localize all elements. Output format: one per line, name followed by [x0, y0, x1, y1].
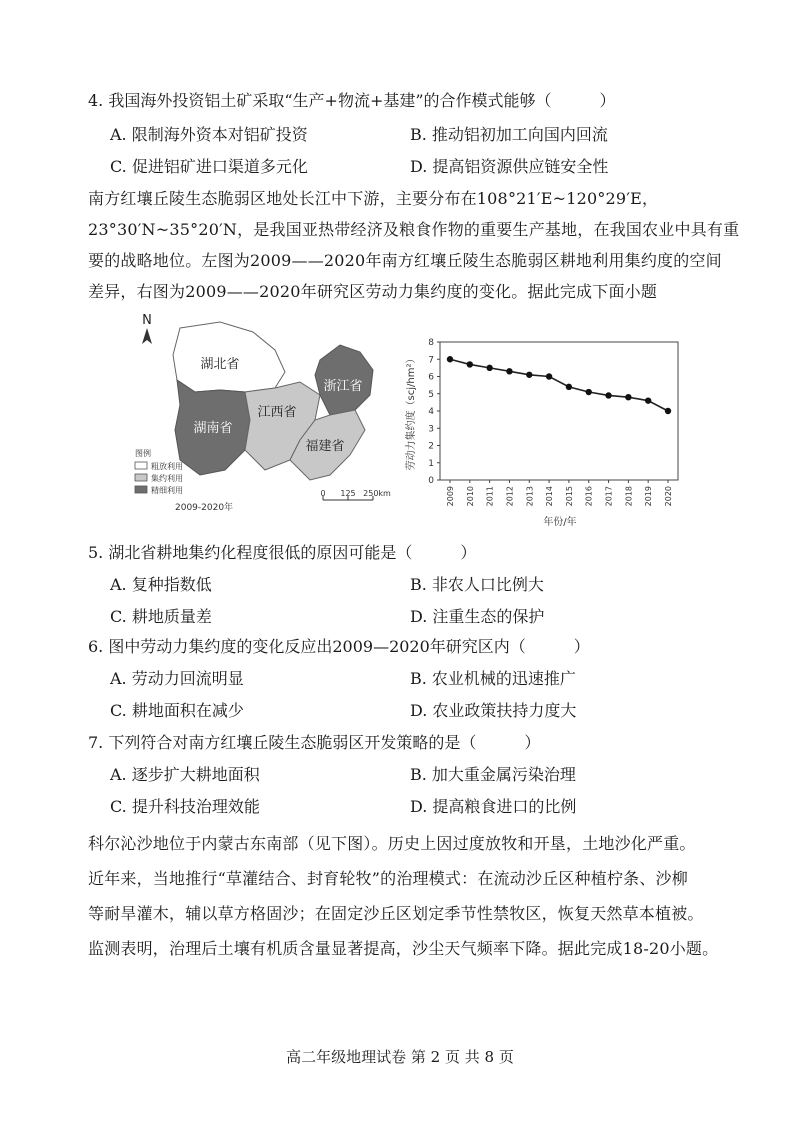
chart-x-axis-label: 年份/年: [543, 517, 577, 528]
y-tick-label: 5: [428, 389, 434, 400]
north-arrow-icon: [142, 328, 152, 344]
scale-label-0: 0: [320, 489, 326, 498]
data-point: [467, 361, 473, 367]
q7-option-c: C. 提升科技治理效能: [110, 797, 260, 816]
page-footer: 高二年级地理试卷 第 2 页 共 8 页: [286, 1048, 514, 1066]
x-tick-label: 2017: [604, 486, 614, 507]
scale-label-250: 250km: [363, 489, 391, 498]
q5-option-a: A. 复种指数低: [110, 575, 212, 594]
data-point: [526, 372, 532, 378]
q6-option-a: A. 劳动力回流明显: [110, 669, 244, 688]
legend-swatch-intensive: [135, 474, 147, 481]
province-map: [125, 310, 395, 515]
data-point: [605, 392, 611, 398]
x-tick-label: 2012: [505, 486, 515, 507]
x-tick-label: 2018: [624, 486, 634, 507]
x-tick-label: 2016: [584, 486, 594, 507]
passage2-line-2: 近年来，当地推行“草灌结合、封育轮牧”的治理模式：在流动沙丘区种植柠条、沙柳: [88, 869, 688, 888]
data-point: [665, 408, 671, 414]
x-tick-label: 2011: [485, 486, 495, 507]
scale-bar: [320, 489, 391, 500]
data-point: [645, 397, 651, 403]
q4-option-a: A. 限制海外资本对铝矿投资: [110, 125, 308, 144]
passage1-line-3: 要的战略地位。左图为2009——2020年南方红壤丘陵生态脆弱区耕地利用集约度的空间: [88, 251, 722, 270]
passage2-line-1: 科尔沁沙地位于内蒙古东南部（见下图）。历史上因过度放牧和开垦，土地沙化严重。: [88, 834, 696, 853]
x-tick-label: 2019: [644, 486, 654, 507]
q4-option-d: D. 提高铝资源供应链安全性: [410, 157, 609, 176]
x-tick-label: 2014: [545, 486, 555, 507]
data-point: [546, 373, 552, 379]
q6-option-c: C. 耕地面积在减少: [110, 701, 244, 720]
north-label: N: [142, 313, 152, 328]
q4-stem: 4. 我国海外投资铝土矿采取“生产+物流+基建”的合作模式能够（ ）: [88, 91, 616, 110]
q6-option-d: D. 农业政策扶持力度大: [410, 701, 577, 720]
labor-intensity-chart: [400, 330, 690, 530]
label-fujian: 福建省: [305, 439, 345, 454]
q5-option-c: C. 耕地质量差: [110, 607, 212, 626]
legend-label-fine: 精细利用: [151, 486, 183, 495]
label-hunan: 湖南省: [193, 421, 233, 436]
chart-frame: [440, 342, 678, 480]
y-tick-label: 1: [428, 458, 434, 469]
q6-option-b: B. 农业机械的迅速推广: [410, 669, 576, 688]
legend-label-intensive: 集约利用: [151, 474, 183, 483]
y-tick-label: 2: [428, 441, 434, 452]
x-tick-label: 2009: [446, 486, 455, 507]
data-point: [447, 356, 453, 362]
q4-option-c: C. 促进铝矿进口渠道多元化: [110, 157, 308, 176]
y-tick-label: 0: [428, 476, 434, 486]
data-point: [625, 394, 631, 400]
x-tick-label: 2015: [564, 486, 574, 507]
data-point: [566, 384, 572, 390]
scale-label-125: 125: [340, 489, 356, 498]
data-point: [586, 389, 592, 395]
passage2-line-4: 监测表明，治理后土壤有机质含量显著提高，沙尘天气频率下降。据此完成18-20小题。: [88, 939, 719, 958]
x-tick-label: 2013: [525, 486, 535, 507]
y-tick-label: 8: [428, 338, 434, 348]
y-tick-label: 4: [428, 407, 434, 417]
map-legend: [135, 448, 183, 495]
q7-stem: 7. 下列符合对南方红壤丘陵生态脆弱区开发策略的是（ ）: [88, 733, 541, 752]
label-jiangxi: 江西省: [257, 405, 297, 420]
legend-label-coarse: 粗放利用: [151, 462, 183, 471]
data-point: [486, 365, 492, 371]
y-tick-label: 7: [428, 355, 434, 366]
q7-option-d: D. 提高粮食进口的比例: [410, 797, 577, 816]
q5-stem: 5. 湖北省耕地集约化程度很低的原因可能是（ ）: [88, 543, 477, 562]
x-tick-label: 2020: [664, 486, 673, 507]
passage2-line-3: 等耐旱灌木，辅以草方格固沙；在固定沙丘区划定季节性禁牧区，恢复天然草本植被。: [88, 904, 704, 923]
q7-option-b: B. 加大重金属污染治理: [410, 765, 576, 784]
q5-option-d: D. 注重生态的保护: [410, 607, 545, 626]
passage1-line-4: 差异，右图为2009——2020年研究区劳动力集约度的变化。据此完成下面小题: [88, 282, 658, 301]
passage1-line-2: 23°30′N~35°20′N，是我国亚热带经济及粮食作物的重要生产基地，在我国农业中具有重: [88, 220, 740, 239]
label-hubei: 湖北省: [200, 357, 240, 372]
q4-option-b: B. 推动铝初加工向国内回流: [410, 125, 608, 144]
label-zhejiang: 浙江省: [323, 379, 363, 394]
legend-swatch-coarse: [135, 462, 147, 469]
map-caption: 2009-2020年: [175, 503, 234, 513]
q6-stem: 6. 图中劳动力集约度的变化反应出2009—2020年研究区内（ ）: [88, 637, 590, 656]
chart-y-axis-label: 劳动力集约度（scj/hm²）: [406, 353, 417, 471]
y-tick-label: 6: [428, 372, 434, 383]
data-point: [506, 368, 512, 374]
legend-swatch-fine: [135, 486, 147, 493]
y-tick-label: 3: [428, 424, 434, 435]
passage1-line-1: 南方红壤丘陵生态脆弱区地处长江中下游，主要分布在108°21′E~120°29′E，: [88, 189, 659, 208]
legend-title: 图例: [135, 449, 151, 458]
x-tick-label: 2010: [465, 486, 475, 507]
series-line: [450, 359, 668, 411]
q5-option-b: B. 非农人口比例大: [410, 575, 544, 594]
q7-option-a: A. 逐步扩大耕地面积: [110, 765, 260, 784]
